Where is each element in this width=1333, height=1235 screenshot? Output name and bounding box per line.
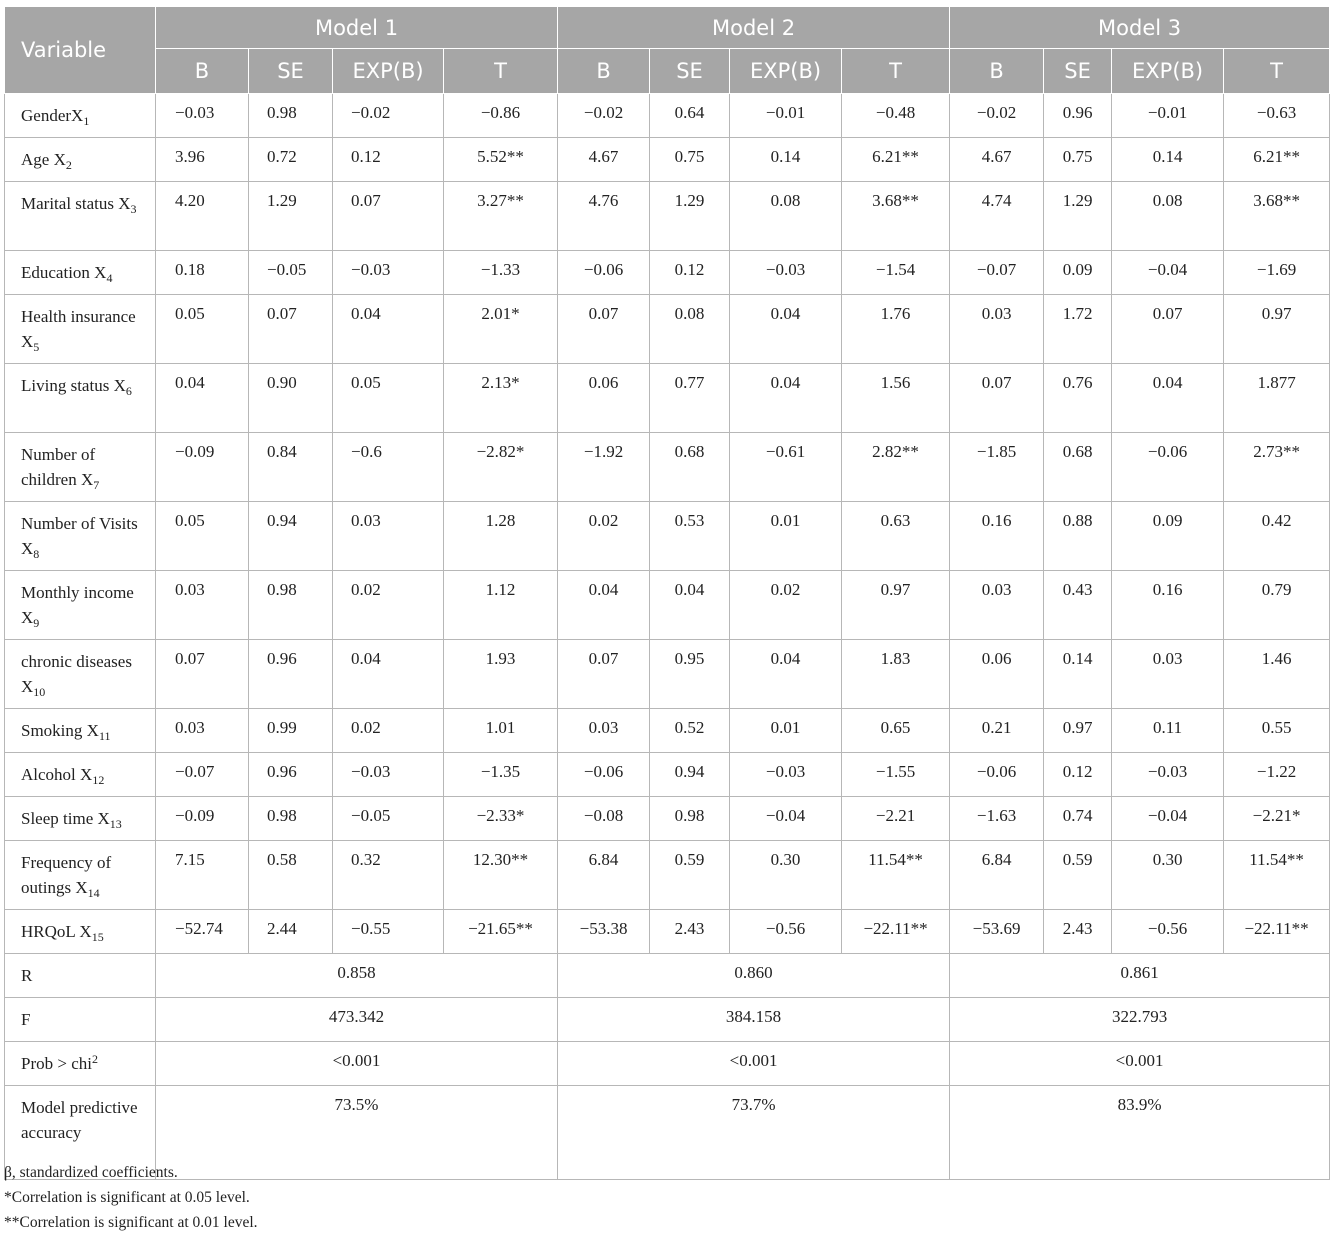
regression-table [4,6,1330,1180]
cell-b: −0.06 [558,251,650,295]
table-body [5,94,1330,1180]
cell-b: −0.07 [156,753,249,797]
cell-se: 0.98 [650,797,730,841]
cell-expb: 0.14 [730,138,842,182]
cell-expb: −0.6 [333,433,444,502]
cell-t: −0.86 [444,94,558,138]
cell-se: 0.64 [650,94,730,138]
cell-b: 0.03 [950,295,1044,364]
footnote-beta: β, standardized coefficients. [4,1164,178,1181]
cell-b: 4.20 [156,182,249,251]
cell-expb: 0.08 [730,182,842,251]
cell-expb: 0.30 [730,841,842,910]
cell-b: −1.85 [950,433,1044,502]
col-se: SE [249,49,333,94]
row-label: R [5,954,156,998]
cell-t: 1.46 [1224,640,1330,709]
cell-t: 1.877 [1224,364,1330,433]
col-t: T [1224,49,1330,94]
cell-b: 0.07 [558,640,650,709]
cell-b: 3.96 [156,138,249,182]
col-b: B [156,49,249,94]
cell-expb: 0.02 [333,571,444,640]
cell-b: 0.03 [558,709,650,753]
cell-expb: 0.04 [333,295,444,364]
cell-expb: 0.02 [333,709,444,753]
table-row [5,571,1330,640]
cell-b: 0.07 [156,640,249,709]
table-row [5,502,1330,571]
cell-se: 0.43 [1044,571,1112,640]
cell-se: 0.68 [650,433,730,502]
variable-header: Variable [5,7,156,94]
regression-table-container [4,6,1329,1180]
cell-se: 0.74 [1044,797,1112,841]
cell-b: 0.07 [950,364,1044,433]
col-expb: EXP(B) [1112,49,1224,94]
cell-expb: 0.04 [1112,364,1224,433]
model-3-accuracy: 83.9% [950,1086,1330,1180]
model-3-header: Model 3 [950,7,1330,49]
footnote-p01: **Correlation is significant at 0.01 level. [4,1214,258,1231]
cell-t: −1.69 [1224,251,1330,295]
cell-se: 0.09 [1044,251,1112,295]
cell-b: −0.03 [156,94,249,138]
table-row [5,753,1330,797]
summary-row-r [5,954,1330,998]
cell-expb: 0.04 [333,640,444,709]
cell-b: −0.06 [558,753,650,797]
cell-se: 2.44 [249,910,333,954]
cell-expb: −0.04 [1112,251,1224,295]
cell-se: 0.58 [249,841,333,910]
cell-b: −1.63 [950,797,1044,841]
cell-t: 1.28 [444,502,558,571]
cell-t: 0.42 [1224,502,1330,571]
cell-se: 1.29 [249,182,333,251]
cell-se: 1.72 [1044,295,1112,364]
cell-expb: 0.04 [730,640,842,709]
cell-t: 3.27** [444,182,558,251]
cell-b: 0.21 [950,709,1044,753]
cell-b: 0.03 [950,571,1044,640]
cell-b: 0.03 [156,709,249,753]
cell-b: 6.84 [950,841,1044,910]
cell-se: 0.94 [650,753,730,797]
cell-expb: 0.04 [730,295,842,364]
cell-b: 0.04 [558,571,650,640]
cell-se: 0.75 [650,138,730,182]
cell-expb: −0.56 [1112,910,1224,954]
cell-se: 0.90 [249,364,333,433]
table-header [5,7,1330,94]
cell-expb: 0.03 [333,502,444,571]
cell-t: −0.63 [1224,94,1330,138]
cell-b: −52.74 [156,910,249,954]
table-row [5,295,1330,364]
cell-expb: −0.03 [730,251,842,295]
cell-expb: 0.03 [1112,640,1224,709]
cell-se: 0.04 [650,571,730,640]
table-row [5,138,1330,182]
cell-t: 1.12 [444,571,558,640]
row-label: F [5,998,156,1042]
cell-expb: −0.03 [333,753,444,797]
row-label: Health insurance $X_5$ [5,295,156,364]
col-t: T [842,49,950,94]
model-1-prob: <0.001 [156,1042,558,1086]
cell-b: 4.67 [558,138,650,182]
cell-expb: −0.01 [1112,94,1224,138]
col-b: B [558,49,650,94]
cell-t: −0.48 [842,94,950,138]
cell-t: 1.83 [842,640,950,709]
row-label: GenderX$_1$ [5,94,156,138]
cell-t: 0.79 [1224,571,1330,640]
cell-se: 0.14 [1044,640,1112,709]
cell-t: −2.33* [444,797,558,841]
row-label: Monthly income $X_9$ [5,571,156,640]
row-label: Frequency of outings $X_{14}$ [5,841,156,910]
cell-t: 3.68** [842,182,950,251]
cell-b: 7.15 [156,841,249,910]
cell-se: 0.59 [1044,841,1112,910]
cell-se: 0.96 [1044,94,1112,138]
cell-t: 3.68** [1224,182,1330,251]
cell-b: 0.07 [558,295,650,364]
cell-expb: −0.06 [1112,433,1224,502]
cell-se: 2.43 [1044,910,1112,954]
cell-expb: 0.16 [1112,571,1224,640]
col-t: T [444,49,558,94]
table-row [5,94,1330,138]
cell-t: 0.65 [842,709,950,753]
row-label: Number of Visits $X_8$ [5,502,156,571]
row-label: Smoking $X_{11}$ [5,709,156,753]
cell-expb: 0.14 [1112,138,1224,182]
cell-se: 0.96 [249,753,333,797]
cell-b: 0.02 [558,502,650,571]
row-label: Age $X_2$ [5,138,156,182]
model-3-r: 0.861 [950,954,1330,998]
cell-expb: −0.02 [333,94,444,138]
row-label: HRQoL $X_{15}$ [5,910,156,954]
cell-t: 1.56 [842,364,950,433]
header-row-models [5,7,1330,49]
cell-b: 0.16 [950,502,1044,571]
cell-se: 0.94 [249,502,333,571]
cell-t: −22.11** [842,910,950,954]
cell-se: 0.75 [1044,138,1112,182]
cell-t: 0.97 [1224,295,1330,364]
cell-se: 0.97 [1044,709,1112,753]
table-row [5,709,1330,753]
col-se: SE [1044,49,1112,94]
model-1-f: 473.342 [156,998,558,1042]
cell-b: 0.06 [558,364,650,433]
cell-se: 0.53 [650,502,730,571]
cell-t: −2.21 [842,797,950,841]
cell-t: −22.11** [1224,910,1330,954]
cell-b: −0.09 [156,797,249,841]
cell-expb: −0.03 [1112,753,1224,797]
cell-t: 1.93 [444,640,558,709]
cell-se: 0.99 [249,709,333,753]
cell-b: −1.92 [558,433,650,502]
row-label: Living status $X_6$ [5,364,156,433]
cell-se: 0.59 [650,841,730,910]
cell-expb: 0.01 [730,502,842,571]
row-label: chronic diseases $X_{10}$ [5,640,156,709]
cell-expb: 0.05 [333,364,444,433]
cell-t: −1.33 [444,251,558,295]
cell-b: −53.69 [950,910,1044,954]
row-label: Number of children $X_7$ [5,433,156,502]
row-label: Education $X_4$ [5,251,156,295]
table-row [5,364,1330,433]
cell-b: −0.09 [156,433,249,502]
cell-expb: 0.01 [730,709,842,753]
cell-t: −1.55 [842,753,950,797]
col-expb: EXP(B) [333,49,444,94]
cell-b: 6.84 [558,841,650,910]
cell-b: −0.02 [558,94,650,138]
cell-se: 0.98 [249,94,333,138]
cell-expb: 0.32 [333,841,444,910]
cell-t: 2.01* [444,295,558,364]
cell-expb: −0.03 [333,251,444,295]
cell-b: 4.74 [950,182,1044,251]
cell-se: 1.29 [1044,182,1112,251]
row-label: Alcohol $X_{12}$ [5,753,156,797]
cell-expb: 0.08 [1112,182,1224,251]
col-se: SE [650,49,730,94]
cell-t: 6.21** [842,138,950,182]
model-2-prob: <0.001 [558,1042,950,1086]
cell-t: −1.54 [842,251,950,295]
cell-t: 0.97 [842,571,950,640]
cell-b: 0.03 [156,571,249,640]
col-b: B [950,49,1044,94]
cell-se: 0.77 [650,364,730,433]
model-1-accuracy: 73.5% [156,1086,558,1180]
cell-t: 2.82** [842,433,950,502]
cell-se: 0.88 [1044,502,1112,571]
model-1-header: Model 1 [156,7,558,49]
cell-se: 0.68 [1044,433,1112,502]
cell-b: 0.04 [156,364,249,433]
cell-se: 0.98 [249,797,333,841]
cell-b: −0.06 [950,753,1044,797]
cell-b: 0.05 [156,502,249,571]
table-row [5,251,1330,295]
cell-se: −0.05 [249,251,333,295]
cell-se: 0.95 [650,640,730,709]
table-footnotes [4,1160,258,1235]
cell-t: 2.73** [1224,433,1330,502]
table-row [5,841,1330,910]
cell-se: 1.29 [650,182,730,251]
cell-expb: 0.07 [1112,295,1224,364]
cell-t: −1.35 [444,753,558,797]
cell-t: 11.54** [1224,841,1330,910]
row-label: Prob > chi$^2$ [5,1042,156,1086]
cell-expb: −0.05 [333,797,444,841]
header-row-columns [5,49,1330,94]
cell-expb: −0.61 [730,433,842,502]
cell-b: −0.08 [558,797,650,841]
cell-b: 4.67 [950,138,1044,182]
cell-expb: −0.04 [1112,797,1224,841]
cell-t: 11.54** [842,841,950,910]
cell-b: 0.18 [156,251,249,295]
cell-se: 0.12 [1044,753,1112,797]
row-label: Model predictive accuracy [5,1086,156,1180]
cell-t: 0.63 [842,502,950,571]
cell-expb: 0.02 [730,571,842,640]
model-2-accuracy: 73.7% [558,1086,950,1180]
cell-b: −0.02 [950,94,1044,138]
table-row [5,182,1330,251]
cell-se: 0.76 [1044,364,1112,433]
cell-se: 0.12 [650,251,730,295]
cell-expb: −0.04 [730,797,842,841]
cell-b: −53.38 [558,910,650,954]
cell-se: 0.07 [249,295,333,364]
cell-se: 0.98 [249,571,333,640]
cell-se: 0.52 [650,709,730,753]
cell-t: 1.01 [444,709,558,753]
summary-row-f [5,998,1330,1042]
row-label: Marital status $X_3$ [5,182,156,251]
cell-se: 0.84 [249,433,333,502]
model-2-header: Model 2 [558,7,950,49]
model-3-f: 322.793 [950,998,1330,1042]
table-row [5,797,1330,841]
cell-expb: 0.12 [333,138,444,182]
cell-b: 0.05 [156,295,249,364]
cell-se: 0.08 [650,295,730,364]
cell-expb: 0.09 [1112,502,1224,571]
table-row [5,433,1330,502]
footnote-p05: *Correlation is significant at 0.05 level. [4,1189,250,1206]
model-2-f: 384.158 [558,998,950,1042]
summary-row-prob [5,1042,1330,1086]
cell-se: 0.96 [249,640,333,709]
cell-t: −21.65** [444,910,558,954]
cell-t: 1.76 [842,295,950,364]
cell-expb: −0.03 [730,753,842,797]
model-2-r: 0.860 [558,954,950,998]
cell-t: 5.52** [444,138,558,182]
cell-t: 6.21** [1224,138,1330,182]
cell-expb: −0.56 [730,910,842,954]
cell-expb: 0.11 [1112,709,1224,753]
cell-se: 0.72 [249,138,333,182]
cell-b: 4.76 [558,182,650,251]
cell-b: −0.07 [950,251,1044,295]
col-expb: EXP(B) [730,49,842,94]
model-1-r: 0.858 [156,954,558,998]
table-row [5,640,1330,709]
table-row [5,910,1330,954]
cell-t: 2.13* [444,364,558,433]
cell-expb: 0.07 [333,182,444,251]
cell-expb: 0.04 [730,364,842,433]
cell-b: 0.06 [950,640,1044,709]
cell-expb: −0.55 [333,910,444,954]
model-3-prob: <0.001 [950,1042,1330,1086]
cell-t: −2.82* [444,433,558,502]
cell-se: 2.43 [650,910,730,954]
cell-t: −1.22 [1224,753,1330,797]
cell-t: −2.21* [1224,797,1330,841]
cell-expb: −0.01 [730,94,842,138]
cell-t: 12.30** [444,841,558,910]
cell-t: 0.55 [1224,709,1330,753]
cell-expb: 0.30 [1112,841,1224,910]
row-label: Sleep time $X_{13}$ [5,797,156,841]
